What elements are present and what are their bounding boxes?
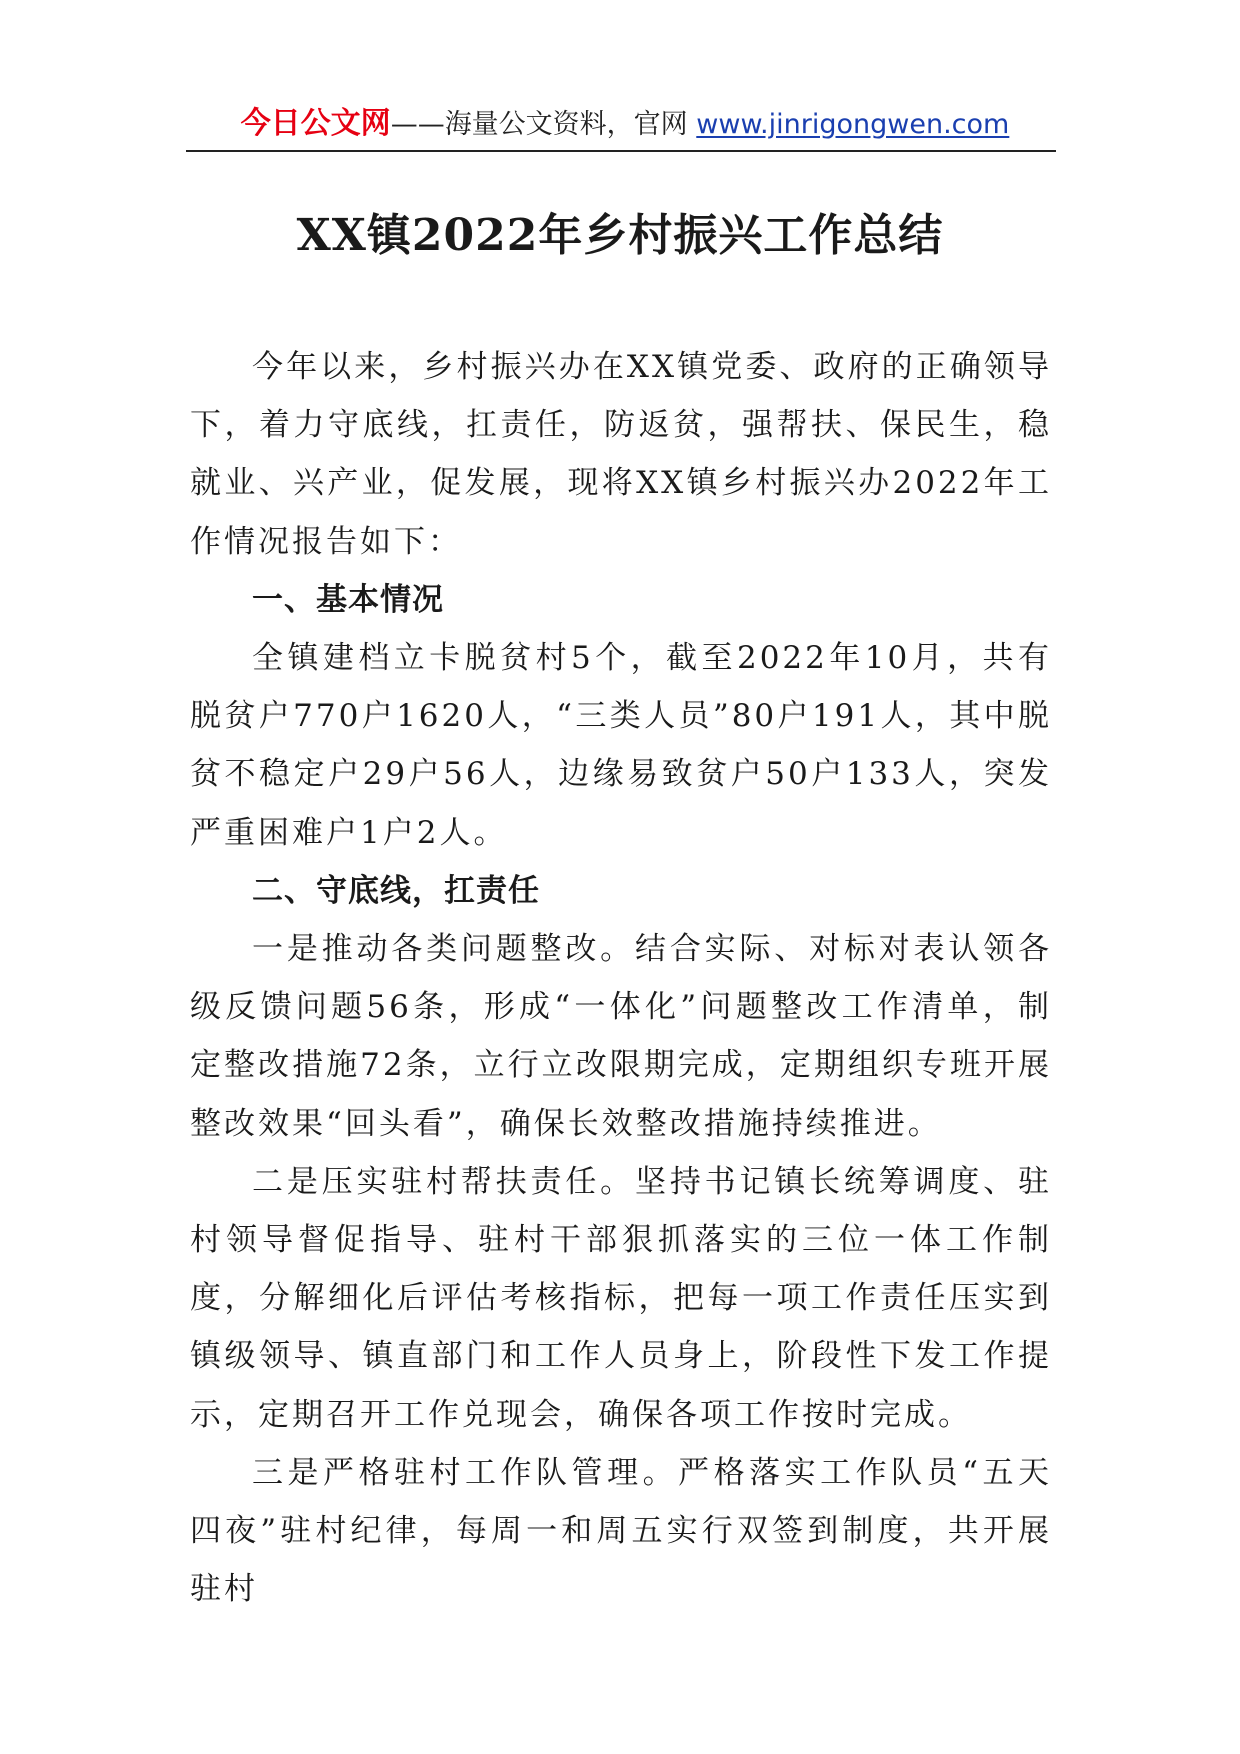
basic-situation-paragraph: 全镇建档立卡脱贫村5个，截至2022年10月，共有脱贫户770户1620人，“三类人员”80户191人，其中脱贫不稳定户29户56人，边缘易致贫户50户133人，突发严重困难户1户2人。 [190, 640, 1052, 851]
header-dash: —— [390, 109, 445, 140]
header-tagline: 海量公文资料，官网 [444, 109, 697, 140]
header-divider [186, 150, 1056, 152]
site-header [190, 104, 1060, 145]
document-body [190, 338, 1052, 1618]
section-heading-basic: 一、基本情况 [252, 581, 444, 618]
intro-paragraph: 今年以来，乡村振兴办在XX镇党委、政府的正确领导下，着力守底线，扛责任，防返贫，强帮扶、保民生，稳就业、兴产业，促发展，现将XX镇乡村振兴办2022年工作情况报告如下： [190, 349, 1052, 560]
brand-name: 今日公文网 [240, 106, 391, 141]
site-link[interactable]: www.jinrigongwen.com [696, 109, 1010, 140]
document-title: XX镇2022年乡村振兴工作总结 [296, 210, 944, 261]
work-team-management-paragraph: 三是严格驻村工作队管理。严格落实工作队员“五天四夜”驻村纪律，每周一和周五实行双签到制度，共开展驻村 [190, 1454, 1052, 1608]
section-heading-responsibility: 二、守底线，扛责任 [252, 872, 540, 909]
rectification-paragraph: 一是推动各类问题整改。结合实际、对标对表认领各级反馈问题56条，形成“一体化”问题整改工作清单，制定整改措施72条，立行立改限期完成，定期组织专班开展整改效果“回头看”，确保长效整改措施持续推进。 [190, 931, 1052, 1142]
assistance-responsibility-paragraph: 二是压实驻村帮扶责任。坚持书记镇长统筹调度、驻村领导督促指导、驻村干部狠抓落实的三位一体工作制度，分解细化后评估考核指标，把每一项工作责任压实到镇级领导、镇直部门和工作人员身上，阶段性下发工作提示，定期召开工作兑现会，确保各项工作按时完成。 [190, 1163, 1052, 1433]
